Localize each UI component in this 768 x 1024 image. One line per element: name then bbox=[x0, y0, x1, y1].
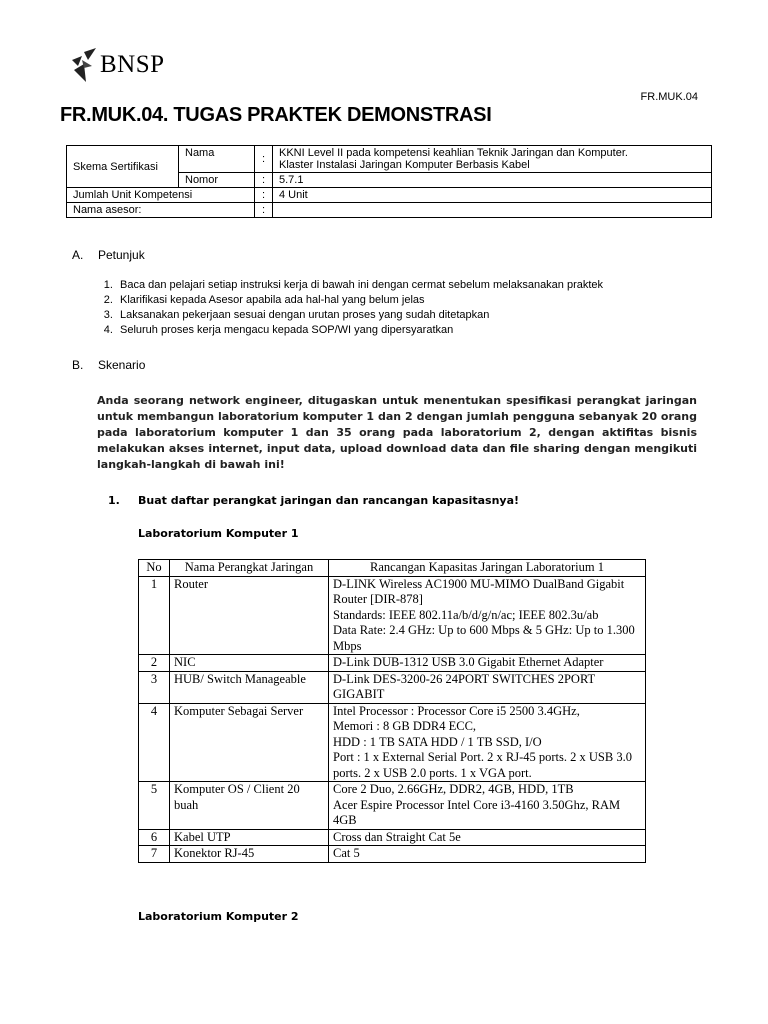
row-number: 6 bbox=[139, 829, 170, 846]
device-name: Router bbox=[170, 576, 329, 655]
certification-info-table bbox=[66, 145, 712, 218]
device-spec bbox=[329, 846, 646, 863]
skema-label: Skema Sertifikasi bbox=[67, 146, 179, 188]
spec-line: D-Link DES-3200-26 24PORT SWITCHES 2PORT GIGABIT bbox=[333, 671, 595, 701]
device-spec bbox=[329, 671, 646, 703]
section-b-heading bbox=[72, 358, 145, 372]
section-letter: A. bbox=[72, 248, 84, 262]
device-spec bbox=[329, 576, 646, 655]
device-spec bbox=[329, 703, 646, 782]
nomor-value: 5.7.1 bbox=[273, 173, 712, 188]
devices-table bbox=[138, 559, 646, 863]
device-name: Konektor RJ-45 bbox=[170, 846, 329, 863]
section-a-heading bbox=[72, 248, 145, 262]
colon: : bbox=[255, 203, 273, 218]
bnsp-logo bbox=[68, 46, 165, 84]
scenario-text: Anda seorang network engineer, ditugaskan untuk menentukan spesifikasi perangkat jaringan untuk membangun laboratorium komputer 1 dan 2 dengan jumlah pengguna sebanyak 20 orang pada laboratorium komputer 1 dan 35 orang pada laboratorium 2, dengan aktifitas bisnis melakukan akses internet, input data, upload download data dan file sharing dengan mengikuti langkah-langkah di bawah ini! bbox=[97, 394, 697, 471]
spec-line: D-LINK Wireless AC1900 MU-MIMO DualBand Gigabit Router [DIR-878] bbox=[333, 576, 625, 606]
list-item: 1. Baca dan pelajari setiap instruksi kerja di bawah ini dengan cermat sebelum melaksanakan praktek bbox=[116, 278, 603, 293]
nama-value-line: KKNI Level II pada kompetensi keahlian Teknik Jaringan dan Komputer. bbox=[279, 147, 628, 159]
nama-label: Nama bbox=[179, 146, 255, 173]
colon: : bbox=[255, 188, 273, 203]
lab2-title: Laboratorium Komputer 2 bbox=[138, 910, 299, 923]
row-number: 4 bbox=[139, 703, 170, 782]
colon: : bbox=[255, 173, 273, 188]
spec-line: Data Rate: 2.4 GHz: Up to 600 Mbps & 5 GHz: Up to 1.300 Mbps bbox=[333, 623, 635, 653]
list-item: 2. Klarifikasi kepada Asesor apabila ada hal-hal yang belum jelas bbox=[116, 293, 603, 308]
device-name: HUB/ Switch Manageable bbox=[170, 671, 329, 703]
table-row bbox=[139, 576, 646, 655]
jumlah-value: 4 Unit bbox=[273, 188, 712, 203]
table-row bbox=[139, 846, 646, 863]
nama-value-line: Klaster Instalasi Jaringan Komputer Berbasis Kabel bbox=[279, 159, 530, 171]
section-title: Skenario bbox=[98, 358, 146, 372]
spec-line: Cross dan Straight Cat 5e bbox=[333, 829, 461, 844]
spec-line: HDD : 1 TB SATA HDD / 1 TB SSD, I/O bbox=[333, 734, 542, 749]
spec-line: Cat 5 bbox=[333, 846, 360, 860]
spec-line: D-Link DUB-1312 USB 3.0 Gigabit Ethernet Adapter bbox=[333, 655, 604, 669]
table-row bbox=[139, 829, 646, 846]
table-row bbox=[139, 703, 646, 782]
nomor-label: Nomor bbox=[179, 173, 255, 188]
task-text: Buat daftar perangkat jaringan dan rancangan kapasitasnya! bbox=[138, 494, 520, 507]
list-item: 3. Laksanakan pekerjaan sesuai dengan urutan proses yang sudah ditetapkan bbox=[116, 308, 603, 323]
spec-line: Intel Processor : Processor Core i5 2500 3.4GHz, bbox=[333, 703, 580, 718]
device-spec bbox=[329, 829, 646, 846]
table-header-row bbox=[139, 560, 646, 577]
row-number: 1 bbox=[139, 576, 170, 655]
row-number: 3 bbox=[139, 671, 170, 703]
column-header: Nama Perangkat Jaringan bbox=[170, 560, 329, 577]
spec-line: Port : 1 x External Serial Port. 2 x RJ-45 ports. 2 x USB 3.0 ports. 2 x USB 2.0 ports. 1 x VGA port. bbox=[333, 750, 632, 780]
logo-text: BNSP bbox=[100, 51, 165, 78]
row-number: 2 bbox=[139, 655, 170, 672]
spec-line: Memori : 8 GB DDR4 ECC, bbox=[333, 719, 477, 733]
jumlah-label: Jumlah Unit Kompetensi bbox=[67, 188, 255, 203]
spec-line: Acer Espire Processor Intel Core i3-4160 3.50Ghz, RAM 4GB bbox=[333, 797, 621, 827]
bnsp-emblem-icon bbox=[68, 46, 98, 84]
colon: : bbox=[255, 146, 273, 173]
column-header: Rancangan Kapasitas Jaringan Laboratorium 1 bbox=[329, 560, 646, 577]
device-name: Komputer OS / Client 20 buah bbox=[170, 782, 329, 830]
column-header: No bbox=[139, 560, 170, 577]
table-row bbox=[139, 782, 646, 830]
device-spec bbox=[329, 782, 646, 830]
device-name: NIC bbox=[170, 655, 329, 672]
page-title: FR.MUK.04. TUGAS PRAKTEK DEMONSTRASI bbox=[60, 104, 492, 126]
row-number: 5 bbox=[139, 782, 170, 830]
spec-line: Core 2 Duo, 2.66GHz, DDR2, 4GB, HDD, 1TB bbox=[333, 782, 574, 796]
task-item bbox=[108, 494, 519, 507]
asesor-value bbox=[273, 203, 712, 218]
asesor-label: Nama asesor: bbox=[67, 203, 255, 218]
task-number: 1. bbox=[108, 494, 120, 507]
table-row bbox=[139, 671, 646, 703]
device-spec bbox=[329, 655, 646, 672]
document-reference: FR.MUK.04 bbox=[640, 91, 698, 103]
row-number: 7 bbox=[139, 846, 170, 863]
device-name: Komputer Sebagai Server bbox=[170, 703, 329, 782]
lab1-title: Laboratorium Komputer 1 bbox=[138, 527, 299, 540]
instruction-list bbox=[72, 278, 603, 338]
list-item: 4. Seluruh proses kerja mengacu kepada SOP/WI yang dipersyaratkan bbox=[116, 323, 603, 338]
spec-line: Standards: IEEE 802.11a/b/d/g/n/ac; IEEE 802.3u/ab bbox=[333, 607, 599, 622]
section-title: Petunjuk bbox=[98, 248, 145, 262]
nama-value bbox=[273, 146, 712, 173]
section-letter: B. bbox=[72, 358, 84, 372]
device-name: Kabel UTP bbox=[170, 829, 329, 846]
table-row bbox=[139, 655, 646, 672]
